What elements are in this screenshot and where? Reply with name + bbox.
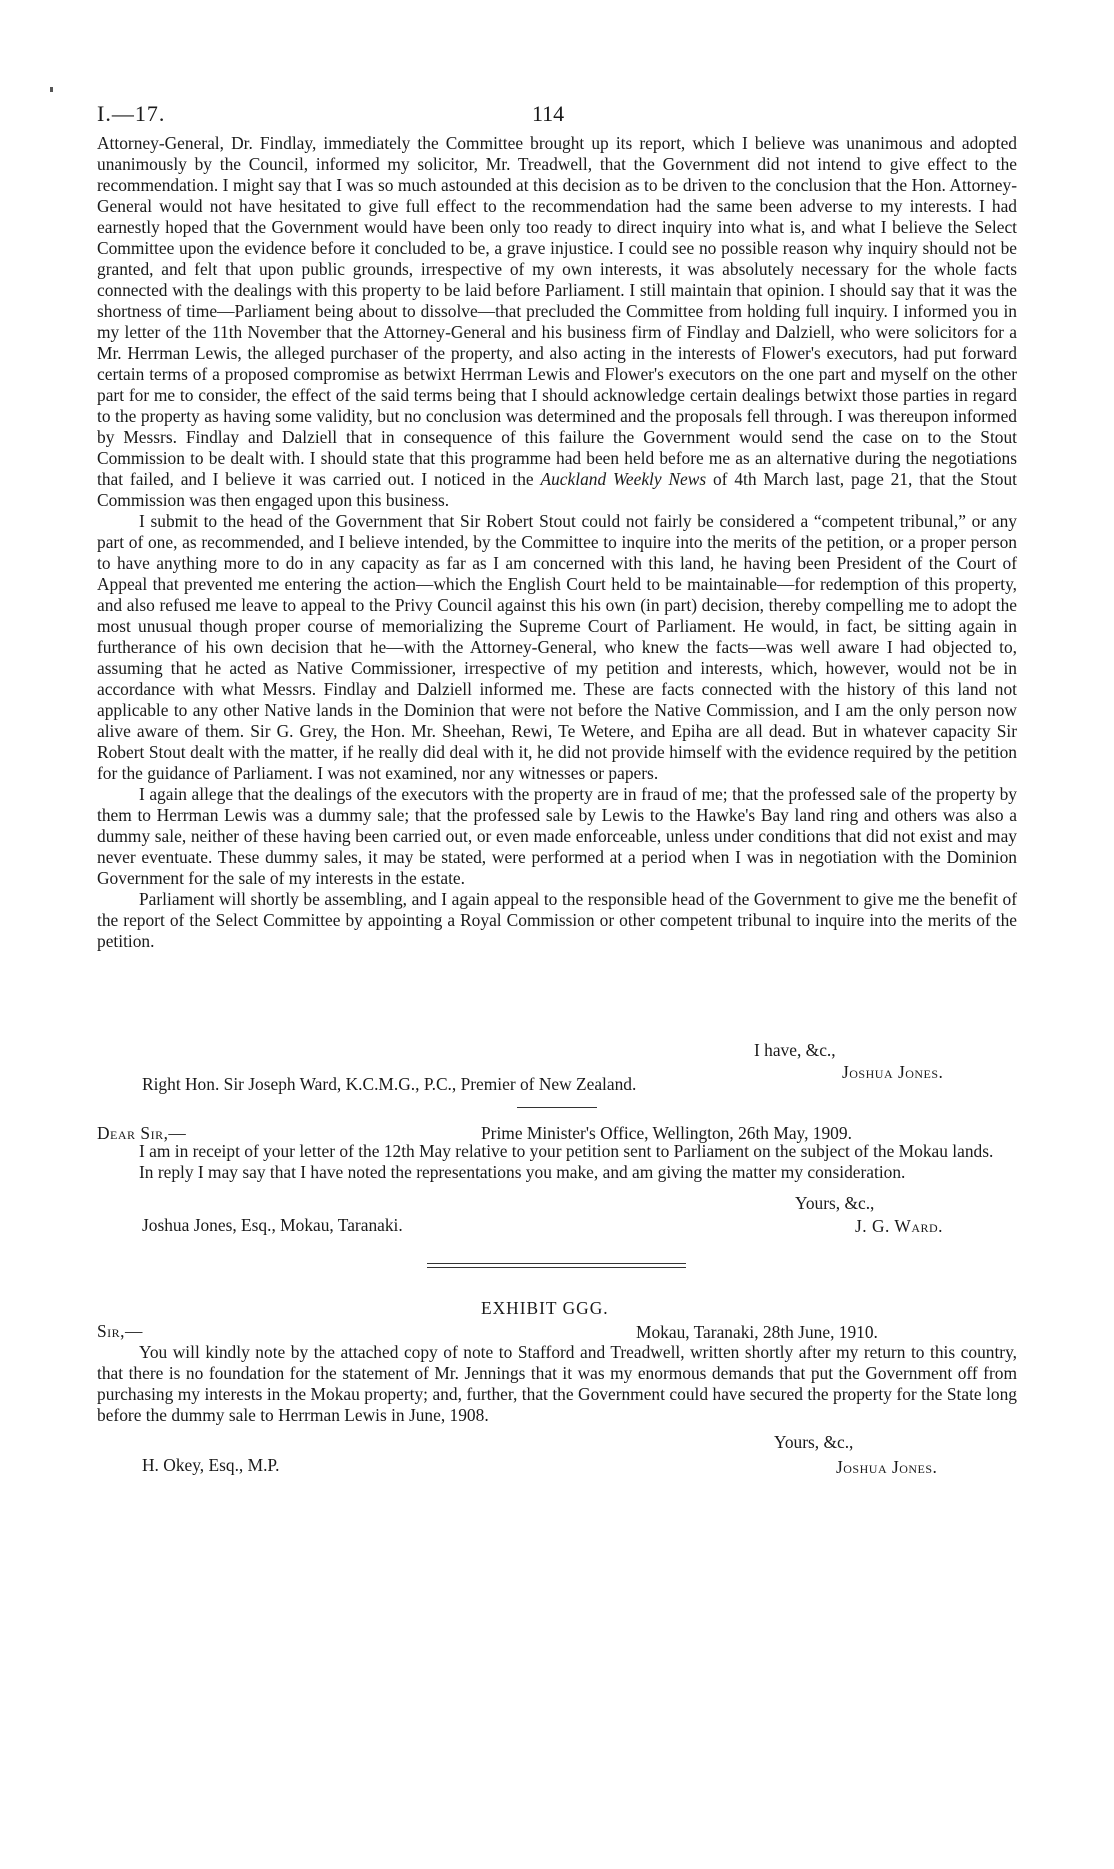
letter1-addressee: Right Hon. Sir Joseph Ward, K.C.M.G., P.C., Premier of New Zealand. (142, 1074, 637, 1094)
letter3-salutation: Sir,— (97, 1321, 143, 1341)
letter2-paragraph: In reply I may say that I have noted the representations you make, and am giving the matter my consideration. (139, 1162, 906, 1182)
margin-mark (50, 87, 53, 92)
letter2-paragraph: I am in receipt of your letter of the 12th May relative to your petition sent to Parliament on the subject of the Mokau lands. (139, 1141, 994, 1161)
exhibit-title: EXHIBIT GGG. (481, 1298, 609, 1318)
letter3-signature: Joshua Jones. (836, 1457, 938, 1477)
letter3-paragraph: You will kindly note by the attached copy of note to Stafford and Treadwell, written shortly after my return to this country, that there is no foundation for the statement of Mr. Jennings that it was my enormous demands that put the Government off from purchasing my interests in the Mokau property; and, further, that the Government could have secured the property for the State long before the dummy sale to Herrman Lewis in June, 1908. (97, 1342, 1017, 1425)
newspaper-title: Auckland Weekly News (540, 469, 707, 489)
letter1-paragraph: I again allege that the dealings of the executors with the property are in fraud of me; that the professed sale of the property by them to Herrman Lewis was a dummy sale; that the professed sale by Lewis to the Hawke's Bay land ring and others was also a dummy sale, neither of these having been carried out, or even made enforceable, unless under conditions that did not exist and may never eventuate. These dummy sales, it may be stated, were performed at a period when I was in negotiation with the Dominion Government for the sale of my interests in the estate. (97, 784, 1017, 888)
letter1-body (97, 133, 1017, 952)
letter3-body (97, 1342, 1017, 1426)
document-reference: I.—17. (97, 101, 166, 126)
letter2-place-date: Prime Minister's Office, Wellington, 26th May, 1909. (481, 1123, 852, 1143)
letter1-signature: Joshua Jones. (842, 1062, 944, 1082)
page-number: 114 (532, 101, 565, 126)
letter3-place-date: Mokau, Taranaki, 28th June, 1910. (636, 1322, 878, 1342)
letter1-paragraph: Parliament will shortly be assembling, and I again appeal to the responsible head of the Government to give me the benefit of the report of the Select Committee by appointing a Royal Commission or other competent tribunal to inquire into the merits of the petition. (97, 889, 1017, 951)
newspaper-tail: of 4th March last, page 21, that the Stout Commission was then engaged upon this business. (97, 469, 1017, 510)
letter3-closing: Yours, &c., (774, 1432, 854, 1452)
letter2-signature: J. G. Ward. (855, 1216, 944, 1236)
letter2-body (97, 1141, 1017, 1183)
double-separator-rule (427, 1263, 686, 1268)
letter1-paragraph-text: Attorney-General, Dr. Findlay, immediately the Committee brought up its report, which I believe was unanimous and adopted unanimously by the Council, informed my solicitor, Mr. Treadwell, that the Government did not intend to give effect to the recommendation. I might say that I was so much astounded at this decision as to be driven to the conclusion that the Hon. Attorney-General would not have hesitated to give full effect to the recommendation had the same been adverse to my interests. I had earnestly hoped that the Government would have been only too ready to direct inquiry into what is, and what I believe the Select Committee upon the evidence before it concluded to be, a grave injustice. I could see no possible reason why inquiry should not be granted, and felt that upon public grounds, irrespective of my own interests, it was absolutely necessary for the whole facts connected with the dealings with this property to be laid before Parliament. I still maintain that opinion. I should say that it was the shortness of time—Parliament being about to dissolve—that precluded the Committee from holding full inquiry. I informed you in my letter of the 11th November that the Attorney-General and his business firm of Findlay and Dalziell, who were solicitors for a Mr. Herrman Lewis, the alleged purchaser of the property, and also acting in the interests of Flower's executors, had put forward certain terms of a proposed compromise as betwixt Herrman Lewis and Flower's executors on the one part and myself on the other part for me to consider, the effect of the said terms being that I should acknowledge certain dealings betwixt those parties in regard to the property as having some validity, but no conclusion was determined and the proposals fell through. I was thereupon informed by Messrs. Findlay and Dalziell that in consequence of this failure the Government would send the case on to the Stout Commission to be dealt with. I should state that this programme had been held before me as an alternative during the negotiations that failed, and I believe it was carried out. I noticed in the (97, 133, 1017, 489)
letter2-addressee: Joshua Jones, Esq., Mokau, Taranaki. (142, 1215, 403, 1235)
letter3-addressee: H. Okey, Esq., M.P. (142, 1455, 280, 1475)
letter1-closing: I have, &c., (754, 1040, 836, 1060)
letter2-salutation: Dear Sir,— (97, 1123, 187, 1143)
separator-rule (517, 1107, 597, 1108)
letter1-paragraph: I submit to the head of the Government that Sir Robert Stout could not fairly be considered a “competent tribunal,” or any part of one, as recommended, and I believe intended, by the Committee to inquire into the merits of the petition, or a proper person to have anything more to do in any capacity as far as I am concerned with this land, he having been President of the Court of Appeal that prevented me entering the action—which the English Court held to be maintainable—for redemption of this property, and also refused me leave to appeal to the Privy Council against this his own (in part) decision, thereby compelling me to adopt the most unusual though proper course of memorializing the Supreme Court of Parliament. He would, in fact, be sitting again in furtherance of his own decision that he—with the Attorney-General, who knew the facts—was well aware I had objected to, assuming that he acted as Native Commissioner, irrespective of my petition and interests, which, however, would not be in accordance with what Messrs. Findlay and Dalziell informed me. These are facts connected with the history of this land not applicable to any other Native lands in the Dominion that were not before the Native Commission, and I am the only person now alive aware of them. Sir G. Grey, the Hon. Mr. Sheehan, Rewi, Te Wetere, and Epiha are all dead. But in whatever capacity Sir Robert Stout dealt with the matter, if he really did deal with it, he did not provide himself with the evidence required by the petition for the guidance of Parliament. I was not examined, nor any witnesses or papers. (97, 511, 1017, 783)
letter1-paragraph (97, 133, 1017, 511)
letter2-closing: Yours, &c., (795, 1193, 875, 1213)
